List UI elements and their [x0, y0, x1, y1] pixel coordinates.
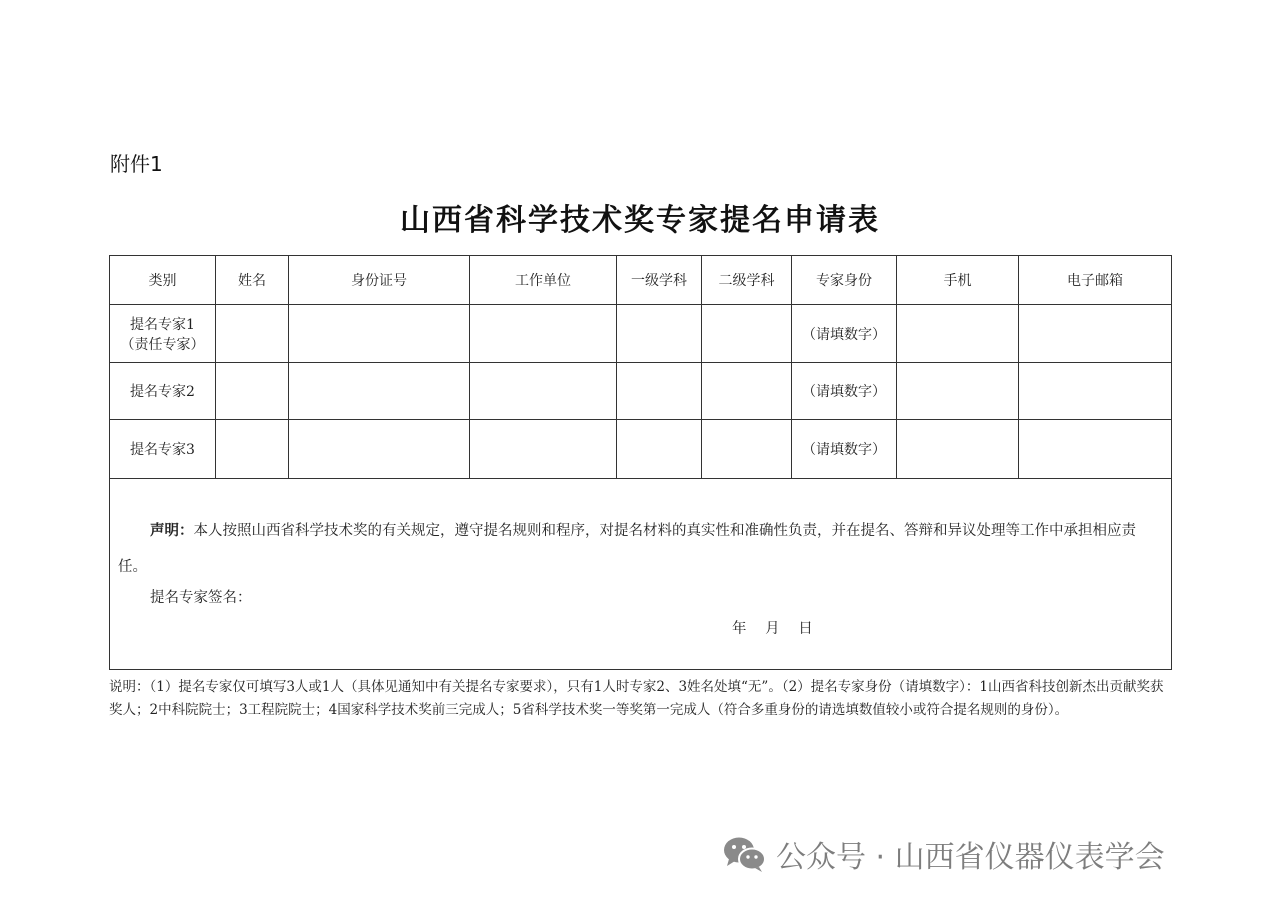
- column-header: 专家身份: [792, 256, 897, 305]
- category-cell: [110, 305, 216, 363]
- name-cell[interactable]: [216, 420, 289, 479]
- watermark: [722, 834, 1165, 874]
- expert-identity-cell[interactable]: [792, 305, 897, 363]
- column-header: 类别: [110, 256, 216, 305]
- column-header: 手机: [897, 256, 1019, 305]
- instructions-note: 说明：（1）提名专家仅可填写3人或1人（具体见通知中有关提名专家要求），只有1人时专家2、3姓名处填“无”。（2）提名专家身份（请填数字）：1山西省科技创新杰出贡献奖获奖人；2中科院院士；3工程院院士；4国家科学技术奖前三完成人；5省科学技术奖一等奖第一完成人（符合多重身份的请选填数值较小或符合提名规则的身份）。: [109, 679, 1164, 718]
- attachment-label: 附件1: [110, 152, 163, 176]
- declaration-cell: [110, 479, 1172, 670]
- table-header-row: [110, 256, 1172, 305]
- category-sublabel: （责任专家）: [120, 336, 205, 353]
- category-cell: [110, 420, 216, 479]
- name-cell[interactable]: [216, 363, 289, 420]
- declaration-row: [110, 479, 1172, 670]
- expert-identity-cell[interactable]: [792, 363, 897, 420]
- identity-hint: （请填数字）: [802, 384, 886, 400]
- email-cell[interactable]: [1019, 420, 1172, 479]
- primary-discipline-cell[interactable]: [617, 305, 702, 363]
- table-row: [110, 363, 1172, 420]
- name-cell[interactable]: [216, 305, 289, 363]
- employer-cell[interactable]: [470, 420, 617, 479]
- category-label: 提名专家3: [130, 442, 195, 458]
- secondary-discipline-cell[interactable]: [702, 420, 792, 479]
- id-number-cell[interactable]: [289, 305, 470, 363]
- column-header: 身份证号: [289, 256, 470, 305]
- secondary-discipline-cell[interactable]: [702, 363, 792, 420]
- page-title: 山西省科学技术奖专家提名申请表: [400, 203, 880, 238]
- employer-cell[interactable]: [470, 363, 617, 420]
- identity-hint: （请填数字）: [802, 326, 886, 343]
- phone-cell[interactable]: [897, 305, 1019, 363]
- category-cell: [110, 363, 216, 420]
- category-label: 提名专家2: [130, 384, 195, 400]
- declaration-body: 本人按照山西省科学技术奖的有关规定，遵守提名规则和程序，对提名材料的真实性和准确性负责，并在提名、答辩和异议处理等工作中承担相应责任。: [118, 523, 1136, 575]
- id-number-cell[interactable]: [289, 420, 470, 479]
- primary-discipline-cell[interactable]: [617, 363, 702, 420]
- column-header: 电子邮箱: [1019, 256, 1172, 305]
- email-cell[interactable]: [1019, 363, 1172, 420]
- column-header: 二级学科: [702, 256, 792, 305]
- phone-cell[interactable]: [897, 363, 1019, 420]
- signature-label: 提名专家签名：: [150, 590, 252, 606]
- declaration-text: [118, 513, 1163, 585]
- id-number-cell[interactable]: [289, 363, 470, 420]
- expert-identity-cell[interactable]: [792, 420, 897, 479]
- declaration-label: 声明：: [150, 522, 194, 539]
- column-header: 一级学科: [617, 256, 702, 305]
- secondary-discipline-cell[interactable]: [702, 305, 792, 363]
- wechat-icon: [722, 834, 768, 874]
- phone-cell[interactable]: [897, 420, 1019, 479]
- watermark-text: 公众号 · 山西省仪器仪表学会: [776, 840, 1165, 875]
- category-label: 提名专家1: [130, 316, 195, 333]
- column-header: 姓名: [216, 256, 289, 305]
- primary-discipline-cell[interactable]: [617, 420, 702, 479]
- employer-cell[interactable]: [470, 305, 617, 363]
- email-cell[interactable]: [1019, 305, 1172, 363]
- table-row: [110, 305, 1172, 363]
- identity-hint: （请填数字）: [802, 442, 886, 458]
- column-header: 工作单位: [470, 256, 617, 305]
- table-row: [110, 420, 1172, 479]
- nomination-table: [109, 255, 1172, 670]
- date-line: 年 月 日: [732, 621, 813, 637]
